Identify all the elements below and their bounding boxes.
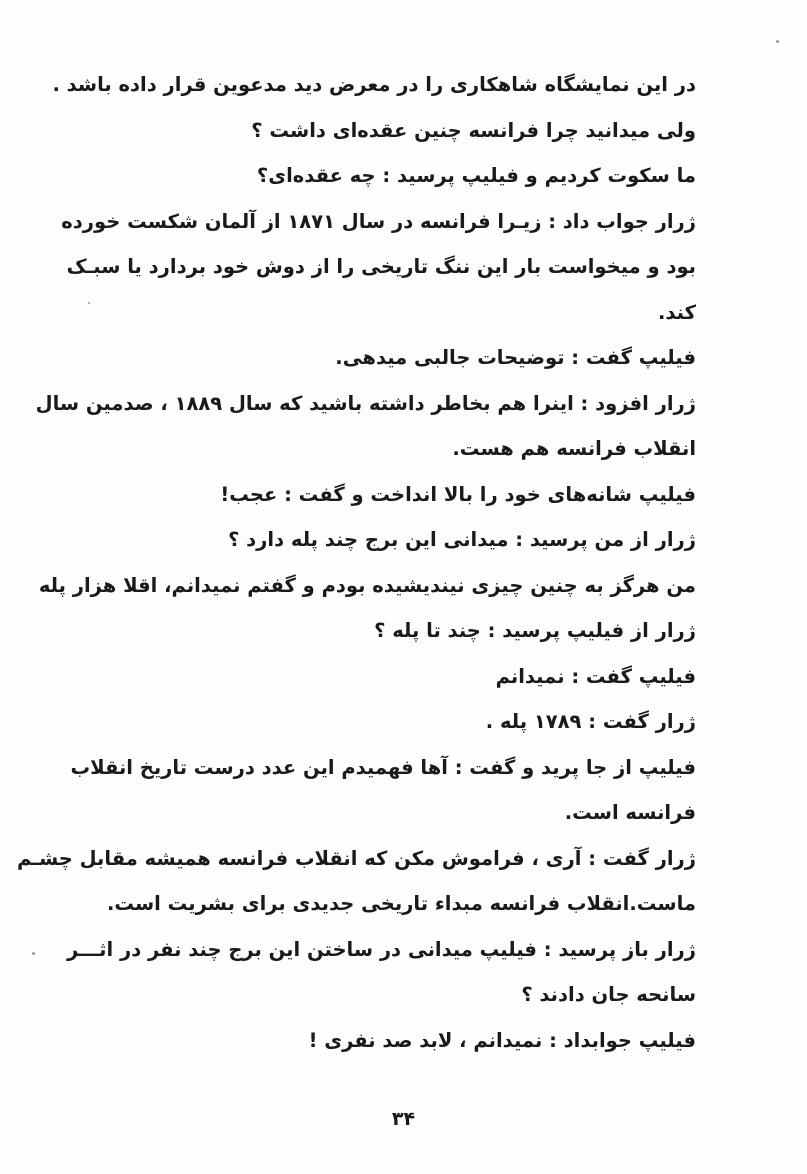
text-line: ژرار از فیلیپ پرسید : چند تا پله ؟	[374, 619, 696, 642]
page-number: ۳۴	[391, 1108, 416, 1130]
body-text	[17, 62, 696, 1063]
text-line: فیلیپ شانه‌های خود را بالا انداخت و گفت : عجب!	[220, 482, 696, 506]
text-line: ژرار گفت : آری ، فراموش مکن که انقلاب فرانسه همیشه مقابل چشـم	[17, 846, 696, 870]
text-line: کند.	[658, 300, 696, 324]
text-line: سانحه جان دادند ؟	[521, 983, 696, 1006]
text-line: ژرار از من پرسید : میدانی این برج چند پله دارد ؟	[228, 528, 696, 551]
scan-speck	[88, 302, 90, 304]
text-line: ولی میدانید چرا فرانسه چنین عقده‌ای داشت ؟	[251, 118, 696, 142]
text-line: ماست.انقلاب فرانسه مبداء تاریخی جدیدی برای بشریت است.	[106, 892, 696, 915]
text-line: ژرار گفت : ۱۷۸۹ پله .	[485, 710, 696, 733]
text-line: ما سکوت کردیم و فیلیپ پرسید : چه عقده‌ای؟	[256, 164, 696, 187]
text-line: من هرگز به چنین چیزی نیندیشیده بودم و گفتم نمیدانم، اقلا هزار پله	[38, 573, 696, 597]
text-line: بود و میخواست بار این ننگ تاریخی را از دوش خود بردارد یا سبـک	[66, 255, 696, 278]
text-line: ژرار جواب داد : زیـرا فرانسه در سال ۱۸۷۱ از آلمان شکست خورده	[61, 209, 696, 233]
text-line: فرانسه است.	[564, 801, 696, 824]
text-line: ژرار افزود : اینرا هم بخاطر داشته باشید که سال ۱۸۸۹ ، صدمین سال	[35, 391, 696, 415]
text-line: فیلیپ جوابداد : نمیدانم ، لابد صد نفری !	[308, 1028, 696, 1052]
text-line: در این نمایشگاه شاهکاری را در معرض دید مدعوین قرار داده باشد .	[52, 73, 696, 96]
scan-speck	[776, 40, 779, 43]
text-line: فیلیپ گفت : توضیحات جالبی میدهی.	[335, 346, 696, 369]
text-line: فیلیپ از جا پرید و گفت : آها فهمیدم این عدد درست تاریخ انقلاب	[70, 755, 696, 779]
text-line: فیلیپ گفت : نمیدانم	[495, 664, 696, 688]
text-line: ژرار باز پرسید : فیلیپ میدانی در ساختن این برج چند نفر در اثـــر	[67, 937, 696, 961]
scan-speck	[32, 952, 35, 955]
text-line: انقلاب فرانسه هم هست.	[452, 437, 696, 460]
